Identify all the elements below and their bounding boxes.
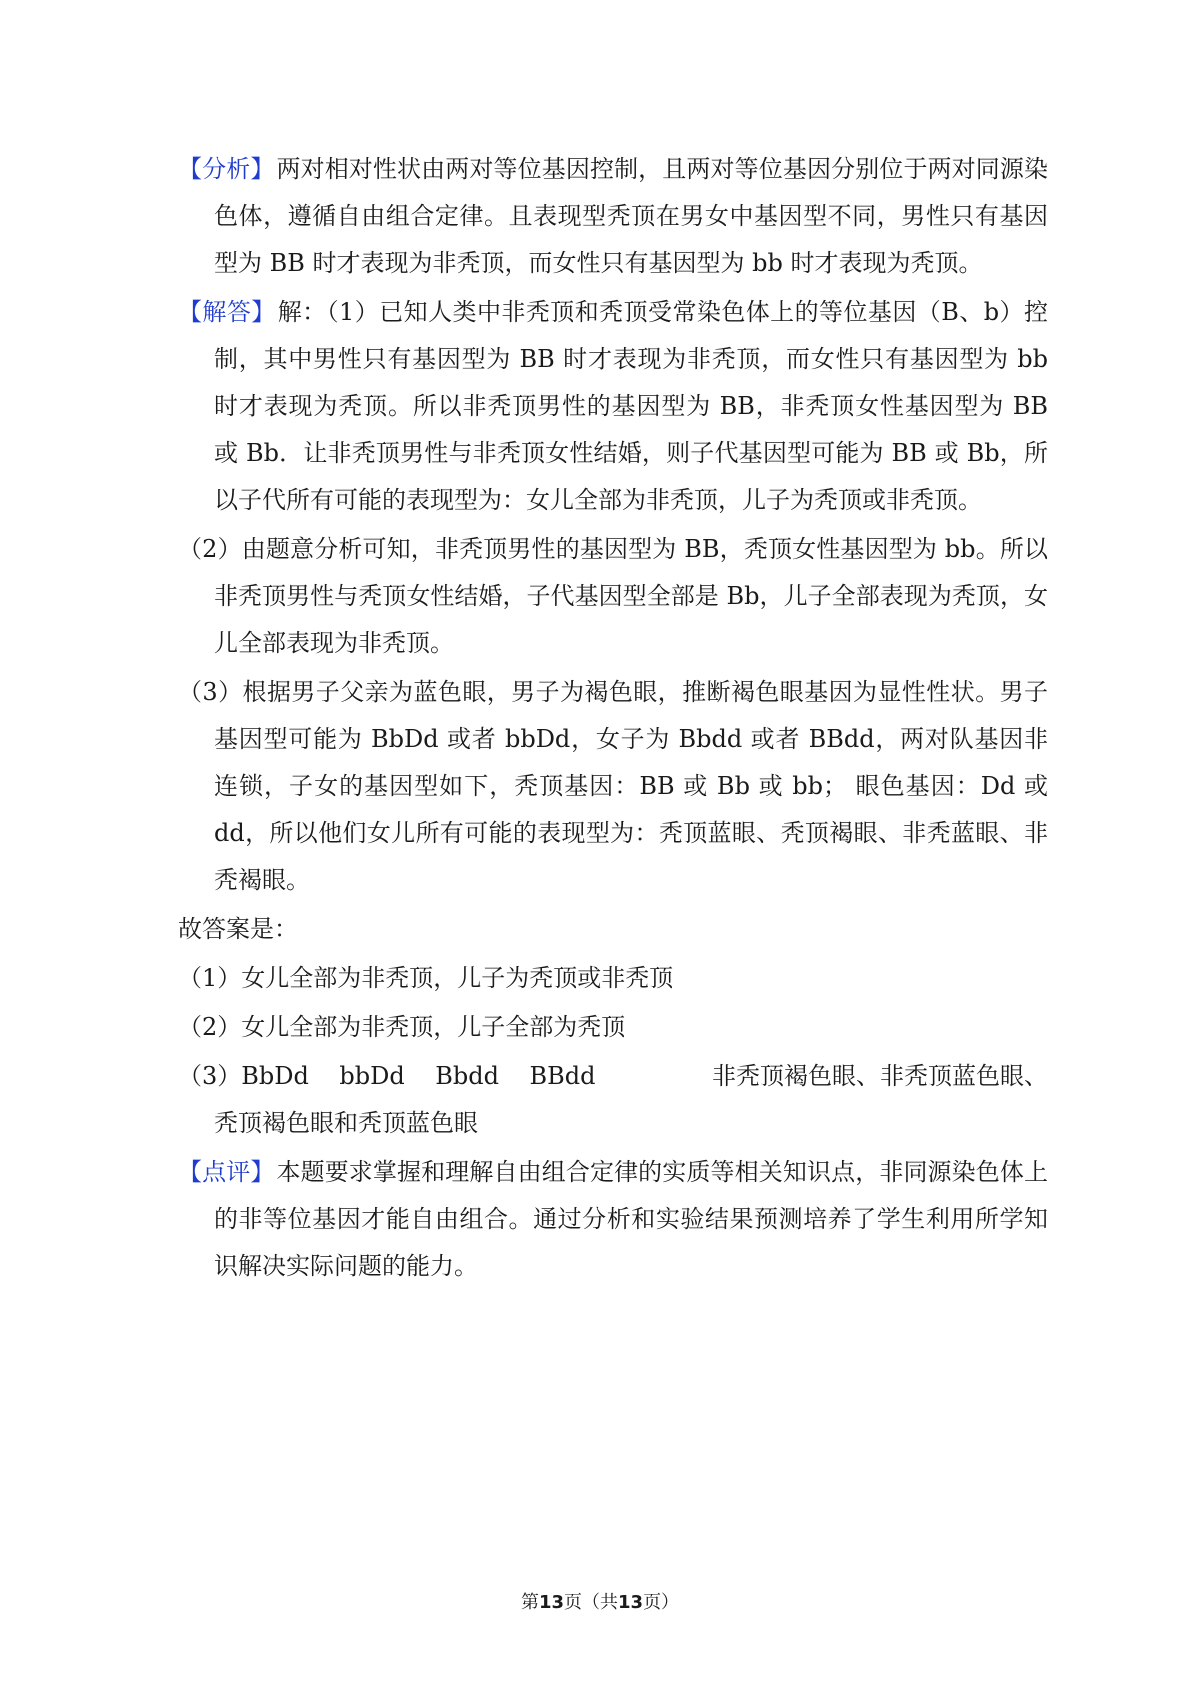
final-answer-3-genotypes: （3）BbDd bbDd Bbdd BBdd — [178, 1062, 596, 1090]
final-answer-3-continuation: 秃顶褐色眼和秃顶蓝色眼 — [214, 1109, 478, 1137]
footer-middle: 页（共 — [564, 1592, 618, 1613]
final-answer-1: （1）女儿全部为非秃顶，儿子为秃顶或非秃顶 — [178, 964, 674, 992]
answer-part1-text: 解：（1）已知人类中非秃顶和秃顶受常染色体上的等位基因（B、b）控制，其中男性只有基因型为 BB 时才表现为非秃顶，而女性只有基因型为 bb 时才表现为秃顶。所以非秃顶男性的基因型为 BB，非秃顶女性基因型为 BB 或 Bb．让非秃顶男性与非秃顶女性结婚，则子代基因型可能为 BB 或 Bb，所以子代所有可能的表现型为：女儿全部为非秃顶，儿子为秃顶或非秃顶。 — [214, 298, 1048, 514]
footer-page-number: 13 — [538, 1592, 564, 1613]
comment-paragraph — [178, 1149, 1048, 1290]
final-answer-3 — [178, 1053, 1048, 1147]
conclusion-label: 故答案是： — [178, 915, 298, 943]
answer-part1-paragraph — [178, 289, 1048, 524]
footer-suffix: 页） — [643, 1592, 680, 1613]
answer-part2-paragraph: （2）由题意分析可知，非秃顶男性的基因型为 BB，秃顶女性基因型为 bb。所以非秃顶男性与秃顶女性结婚，子代基因型全部是 Bb，儿子全部表现为秃顶，女儿全部表现为非秃顶。 — [178, 535, 1048, 657]
footer-prefix: 第 — [520, 1592, 539, 1613]
comment-tag: 【点评】 — [178, 1158, 275, 1186]
final-answer-3-line — [178, 1053, 1048, 1100]
analysis-tag: 【分析】 — [178, 155, 275, 183]
comment-text: 本题要求掌握和理解自由组合定律的实质等相关知识点，非同源染色体上的非等位基因才能自由组合。通过分析和实验结果预测培养了学生利用所学知识解决实际问题的能力。 — [214, 1158, 1049, 1280]
answer-tag: 【解答】 — [178, 298, 276, 326]
analysis-text: 两对相对性状由两对等位基因控制，且两对等位基因分别位于两对同源染色体，遵循自由组合定律。且表现型秃顶在男女中基因型不同，男性只有基因型为 BB 时才表现为非秃顶，而女性只有基因型为 bb 时才表现为秃顶。 — [214, 155, 1049, 277]
analysis-paragraph — [178, 146, 1048, 287]
footer-total-pages: 13 — [618, 1592, 644, 1613]
page-footer — [0, 1588, 1200, 1614]
solution-content — [178, 146, 1048, 1292]
answer-part3-paragraph: （3）根据男子父亲为蓝色眼，男子为褐色眼，推断褐色眼基因为显性性状。男子基因型可能为 BbDd 或者 bbDd，女子为 Bbdd 或者 BBdd，两对队基因非连锁，子女的基因型如下，秃顶基因：BB 或 Bb 或 bb； 眼色基因：Dd 或 dd，所以他们女儿所有可能的表现型为：秃顶蓝眼、秃顶褐眼、非秃蓝眼、非秃褐眼。 — [178, 678, 1048, 894]
final-answer-3-phenotypes: 非秃顶褐色眼、非秃顶蓝色眼、 — [712, 1062, 1048, 1090]
final-answer-2: （2）女儿全部为非秃顶，儿子全部为秃顶 — [178, 1013, 626, 1041]
